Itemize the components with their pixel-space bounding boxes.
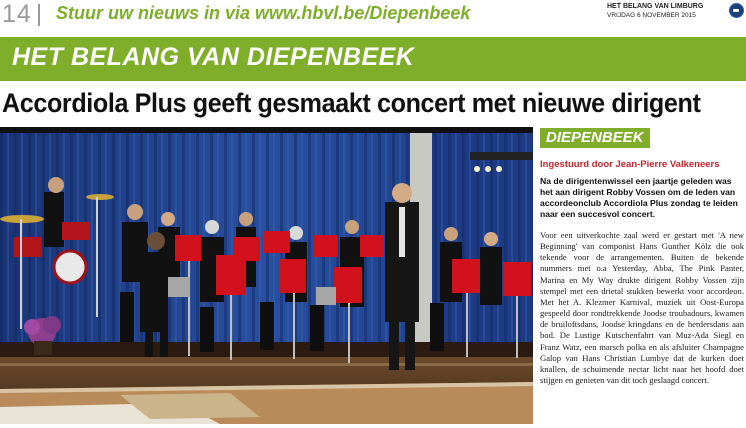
- publication-date: VRIJDAG 6 NOVEMBER 2015: [607, 12, 696, 19]
- page-number-divider: [38, 4, 40, 26]
- newspaper-logo-icon: [729, 3, 744, 18]
- location-kicker-label: DIEPENBEEK: [546, 129, 644, 146]
- section-banner: [0, 37, 746, 81]
- concert-photo-illustration: [0, 127, 533, 424]
- section-title: HET BELANG VAN DIEPENBEEK: [12, 43, 415, 71]
- location-kicker: [540, 128, 650, 148]
- concert-photo: [0, 127, 533, 424]
- newspaper-masthead: [607, 2, 727, 20]
- page-header: [0, 0, 746, 30]
- article-body: Voor een uitverkochte zaal werd er gestart met 'A new Beginning' van componist Hans Gunther Kölz die ook tekende voor de arrangementen. Buiten de bekende nummers met o.a Yesterday, Abba, The Pink Panter, Marina en My Way drukte dirigent Robby Vossen zijn stempel met een drietal stukken bewerkt voor accordeon. Met het A. Klezmer Karnival, muziek uit Oost-Europa gespeeld door rondtrekkende Joodse troubadours, kwamen de bruiloftsdans, Joodse kringdans en de herdersdans aan bod. De Lustige Kutschenfahrt van Muz-Ada Siegl en Franz Watz, een marsch polka en als afsluiter Champagne Galop van Hans Christian Lumbye dat de kurken doet knallen, de schuimende nectar licht naar het hoofd doet stijgen en genieten van dit toch geslaagd concert.: [540, 230, 744, 386]
- article-byline: Ingestuurd door Jean-Pierre Valkeneers: [540, 159, 720, 170]
- article-intro: Na de dirigentenwissel een jaartje geleden was het aan dirigent Robby Vossen om de leden van accordeonclub Accordiola Plus zondag te leiden naar een succesvol concert.: [540, 176, 738, 220]
- article-headline: Accordiola Plus geeft gesmaakt concert met nieuwe dirigent: [2, 88, 701, 118]
- page-number: 14: [2, 0, 32, 28]
- newspaper-name: HET BELANG VAN LIMBURG: [607, 3, 704, 10]
- submission-tagline[interactable]: Stuur uw nieuws in via www.hbvl.be/Diepenbeek: [56, 3, 471, 23]
